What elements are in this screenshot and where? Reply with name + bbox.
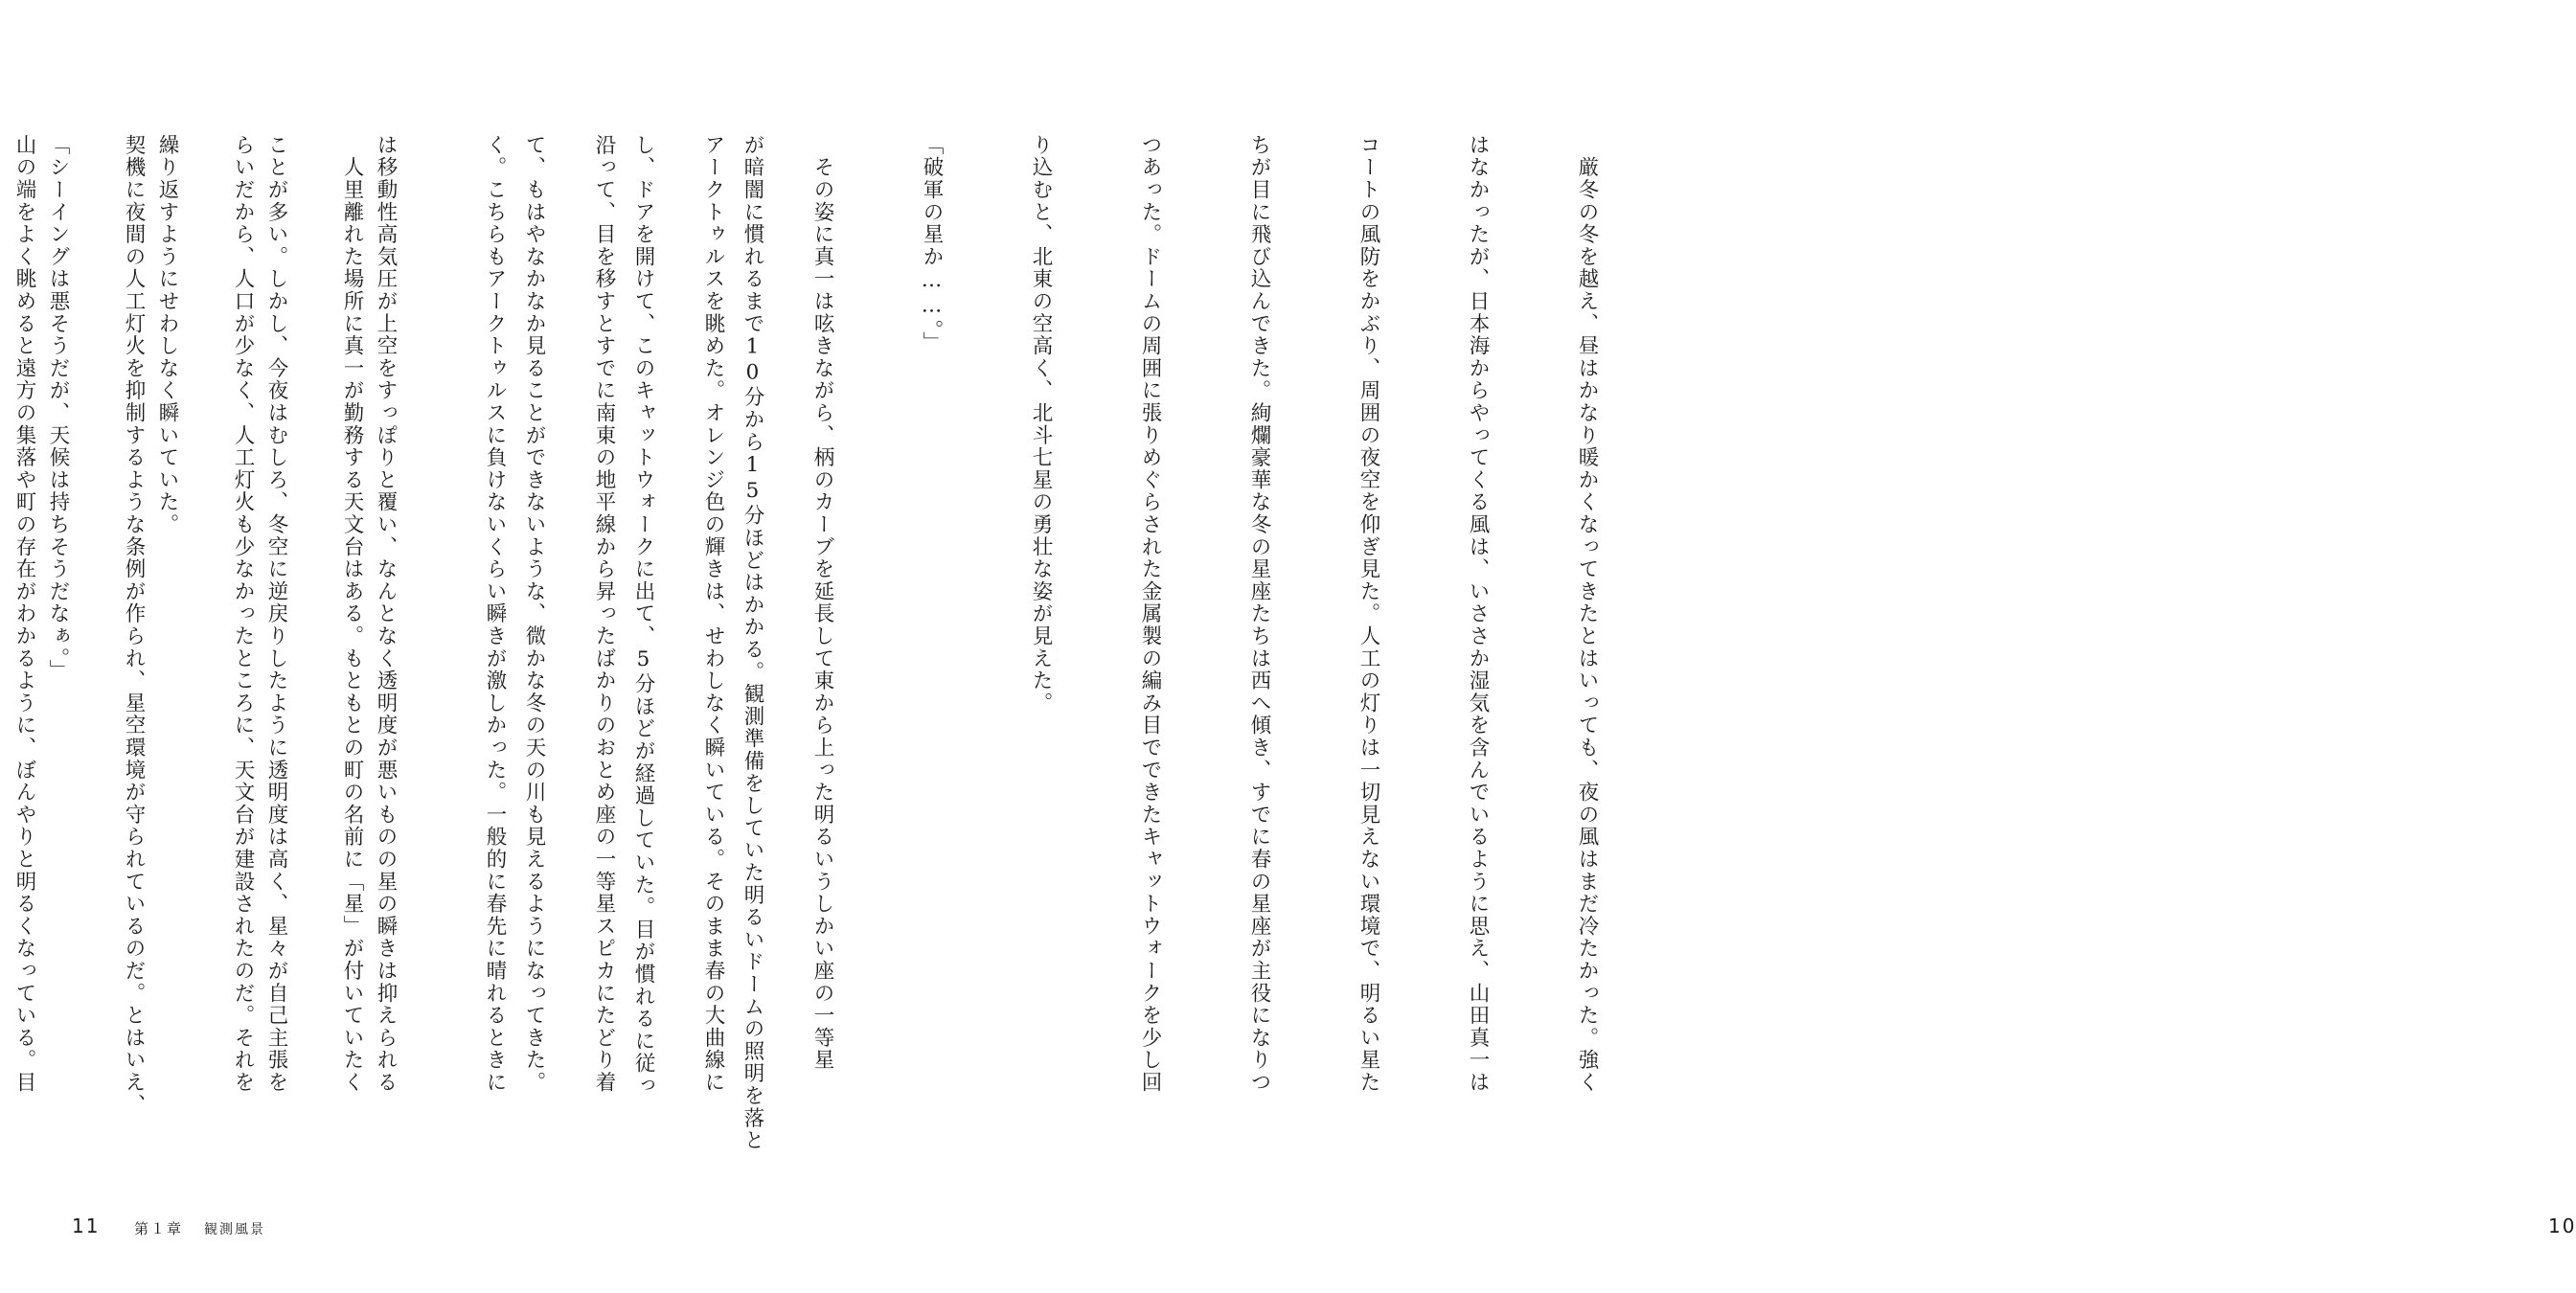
left-page [0,0,881,1293]
text-line: 人里離れた場所に真一が勤務する天文台はある。もともとの町の名前に「星」が付いていたく [340,134,364,1094]
running-head [134,1218,265,1238]
text-line: アークトゥルスを眺めた。オレンジ色の輝きは、せわしなく瞬いている。そのまま春の大曲線に [701,134,725,1094]
text-line: 「破軍の星か……。」 [920,134,944,354]
text-line: 「シーイングは悪そうだが、天候は持ちそうだなぁ。」 [46,134,70,682]
text-line: はなかったが、日本海からやってくる風は、いささか湿気を含んでいるように思え、山田真一は [1466,134,1490,1094]
text-line: ことが多い。しかし、今夜はむしろ、冬空に逆戻りしたように透明度は高く、星々が自己主張を [264,134,288,1094]
text-line: は移動性高気圧が上空をすっぽりと覆い、なんとなく透明度が悪いものの星の瞬きは抑えられる [374,134,398,1094]
text-line: が暗闇に慣れるまで10分から15分ほどはかかる。観測準備をしていた明るいドームの照明を落と [741,134,764,1152]
text-line: し、ドアを開けて、このキャットウォークに出て、5分ほどが経過していた。目が慣れるに従っ [631,134,655,1098]
page-number-left: 11 [72,1214,101,1237]
text-line: ちが目に飛び込んできた。絢爛豪華な冬の星座たちは西へ傾き、すでに春の星座が主役になりつ [1247,134,1271,1094]
text-line: 厳冬の冬を越え、昼はかなり暖かくなってきたとはいっても、夜の風はまだ冷たかった。強く [1575,134,1599,1094]
running-head-chapter: 第１章 [134,1220,184,1237]
text-line: く。こちらもアークトゥルスに負けないくらい瞬きが激しかった。一般的に春先に晴れるときに [483,134,507,1094]
text-line: 沿って、目を移すとすでに南東の地平線から昇ったばかりのおとめ座の一等星スピカにたどり着 [592,134,616,1094]
text-line: 契機に夜間の人工灯火を抑制するような条例が作られ、星空環境が守られているのだ。とはいえ、 [122,134,146,1117]
text-line: その姿に真一は呟きながら、柄のカーブを延長して東から上った明るいうしかい座の一等星 [810,134,834,1072]
text-line: て、もはやなかなか見ることができないような、微かな冬の天の川も見えるようになってきた。 [522,134,546,1094]
text-line: コートの風防をかぶり、周囲の夜空を仰ぎ見た。人工の灯りは一切見えない環境で、明るい星た [1356,134,1380,1094]
text-line: 山の端をよく眺めると遠方の集落や町の存在がわかるように、ぼんやりと明るくなっている。目 [12,134,36,1094]
text-line: らいだから、人口が少なく、人工灯火も少なかったところに、天文台が建設されたのだ。それを [231,134,255,1094]
text-line: 繰り返すようにせわしなく瞬いていた。 [155,134,179,536]
text-line: り込むと、北東の空高く、北斗七星の勇壮な姿が見えた。 [1029,134,1053,715]
text-line: つあった。ドームの周囲に張りめぐらされた金属製の編み目でできたキャットウォークを少し回 [1138,134,1162,1094]
running-head-title: 観測風景 [204,1222,266,1237]
page-number-right: 10 [2548,1214,2576,1237]
